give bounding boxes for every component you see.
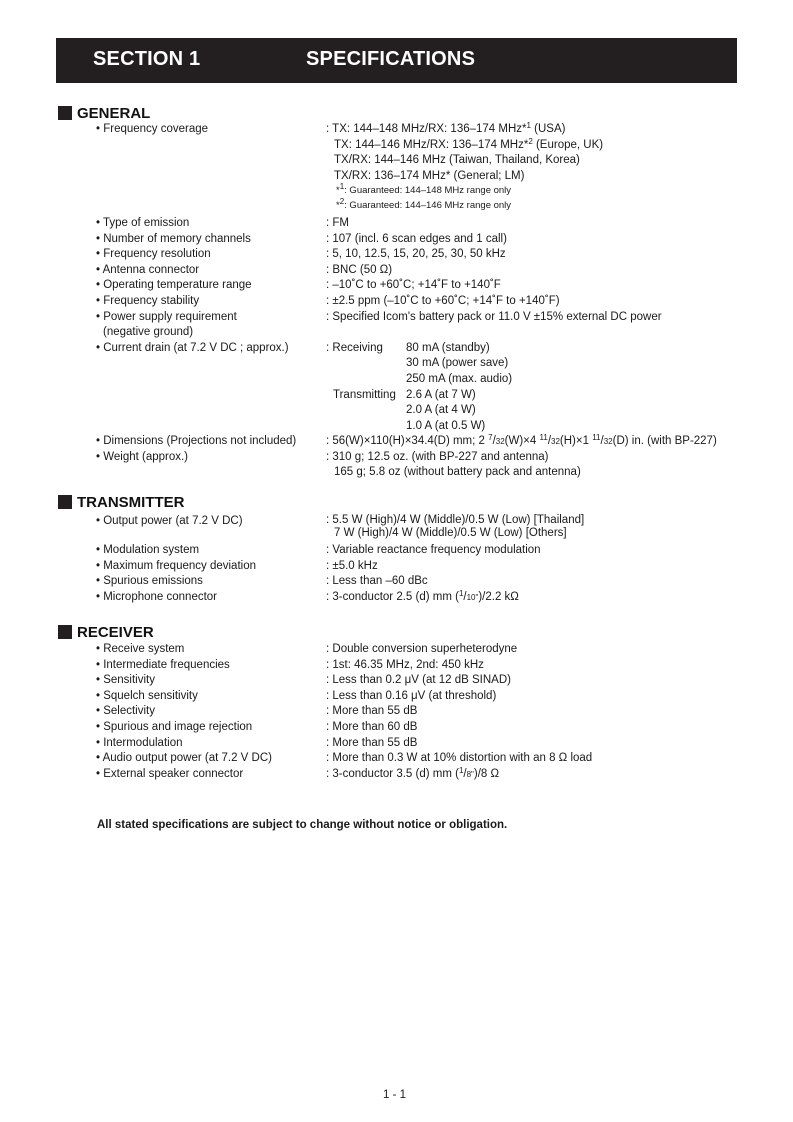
spec-value <box>326 514 584 540</box>
spec-row-weight <box>58 450 717 481</box>
power-label: • Power supply requirement <box>96 310 237 323</box>
spec-label: • Audio output power (at 7.2 V DC) <box>96 752 272 765</box>
spec-row <box>58 658 592 674</box>
spec-value: : Less than 0.2 μV (at 12 dB SINAD) <box>326 674 511 687</box>
freq-line-3: TX/RX: 144–146 MHz (Taiwan, Thailand, Korea) <box>334 154 580 167</box>
transmitter-section <box>58 493 584 605</box>
section-banner <box>56 38 737 83</box>
spec-value: : More than 55 dB <box>326 736 418 749</box>
weight-line-1: : 310 g; 12.5 oz. (with BP-227 and antenna) <box>326 450 549 463</box>
spec-label: • External speaker connector <box>96 767 244 780</box>
freq-line-1: : TX: 144–148 MHz/RX: 136–174 MHz*$^1$ (USA) <box>326 121 566 135</box>
spec-label: • Spurious emissions <box>96 575 203 588</box>
tx-value: 1.0 A (at 0.5 W) <box>406 419 486 432</box>
spec-value: : More than 55 dB <box>326 705 418 718</box>
spec-value: : FM <box>326 216 349 229</box>
spec-label: • Microphone connector <box>96 590 218 603</box>
spec-value: : 56(W)×110(H)×34.4(D) mm; 2 $^7$/32(W)×4 $^{11}$/32(H)×1 $^{11}$/32(D) in. (with BP-227) <box>326 433 717 448</box>
spec-row <box>58 704 592 720</box>
general-section <box>58 104 717 481</box>
spec-label: • Squelch sensitivity <box>96 689 198 702</box>
spec-row-dimensions <box>58 434 717 450</box>
transmitter-heading-text: TRANSMITTER <box>77 493 185 511</box>
freq-note-1: *$^1$: Guaranteed: 144–148 MHz range only <box>336 182 512 197</box>
spec-row <box>58 751 592 767</box>
spec-label: • Weight (approx.) <box>96 450 189 463</box>
spec-label: • Current drain (at 7.2 V DC ; approx.) <box>96 341 289 354</box>
transmitting-label: Transmitting <box>333 388 396 401</box>
spec-label: • Antenna connector <box>96 263 200 276</box>
spec-value: : More than 0.3 W at 10% distortion with an 8 Ω load <box>326 752 593 765</box>
spec-row <box>58 720 592 736</box>
square-bullet-icon <box>58 106 72 120</box>
spec-value: : Specified Icom's battery pack or 11.0 V ±15% external DC power <box>326 310 662 323</box>
freq-line-4: TX/RX: 136–174 MHz* (General; LM) <box>334 169 525 182</box>
page-title: SPECIFICATIONS <box>306 48 476 70</box>
general-heading <box>58 104 717 122</box>
spec-row-frequency-coverage <box>58 122 717 214</box>
spec-label: • Maximum frequency deviation <box>96 559 256 572</box>
spec-label <box>96 310 326 341</box>
tx-value: 2.6 A (at 7 W) <box>406 388 476 401</box>
spec-value: : ±2.5 ppm (–10˚C to +60˚C; +14˚F to +140˚F) <box>326 294 560 307</box>
spec-label: • Modulation system <box>96 544 200 556</box>
spec-row <box>58 736 592 752</box>
transmitter-heading <box>58 493 584 511</box>
spec-label: • Frequency stability <box>96 294 200 307</box>
receiver-heading-text: RECEIVER <box>77 623 154 641</box>
spec-row-speaker <box>58 767 592 783</box>
spec-label: • Frequency coverage <box>96 123 209 135</box>
spec-value: : Less than –60 dBc <box>326 575 428 588</box>
spec-row <box>58 574 584 590</box>
freq-note-2: *$^2$: Guaranteed: 144–146 MHz range only <box>336 197 512 212</box>
spec-row <box>58 543 584 559</box>
spec-label: • Dimensions (Projections not included) <box>96 435 297 448</box>
spec-row <box>58 216 717 232</box>
spec-row <box>58 294 717 310</box>
spec-row <box>58 559 584 575</box>
spec-label: • Frequency resolution <box>96 248 211 261</box>
power-label-2: (negative ground) <box>103 326 194 339</box>
spec-value: : 1st: 46.35 MHz, 2nd: 450 kHz <box>326 658 484 671</box>
spec-row <box>58 263 717 279</box>
spec-label: • Receive system <box>96 643 185 655</box>
spec-row <box>58 247 717 263</box>
spec-value: : –10˚C to +60˚C; +14˚F to +140˚F <box>326 279 501 292</box>
square-bullet-icon <box>58 625 72 639</box>
spec-value: : ±5.0 kHz <box>326 559 378 572</box>
spec-row <box>58 232 717 248</box>
spec-value: : 3-conductor 3.5 (d) mm ($^1$/8")/8 Ω <box>326 765 500 780</box>
spec-row <box>58 689 592 705</box>
output-line-2: 7 W (High)/4 W (Middle)/0.5 W (Low) [Others] <box>334 527 567 539</box>
spec-row-microphone <box>58 590 584 606</box>
spec-value: : Less than 0.16 μV (at threshold) <box>326 689 497 702</box>
tx-value: 2.0 A (at 4 W) <box>406 404 476 417</box>
general-heading-text: GENERAL <box>77 104 151 122</box>
receiving-label: : Receiving <box>326 341 383 354</box>
spec-value <box>326 122 717 214</box>
spec-label: • Spurious and image rejection <box>96 720 253 733</box>
spec-value: : 3-conductor 2.5 (d) mm ($^1$/10")/2.2 kΩ <box>326 588 519 603</box>
rx-value: 80 mA (standby) <box>406 341 490 354</box>
spec-value: : 107 (incl. 6 scan edges and 1 call) <box>326 232 507 245</box>
spec-row <box>58 673 592 689</box>
spec-label: • Output power (at 7.2 V DC) <box>96 515 243 527</box>
spec-value <box>326 450 717 481</box>
weight-line-2: 165 g; 5.8 oz (without battery pack and antenna) <box>334 466 581 479</box>
spec-row-power-supply <box>58 310 717 341</box>
square-bullet-icon <box>58 495 72 509</box>
receiver-heading <box>58 623 592 641</box>
spec-row <box>58 642 592 658</box>
spec-value: : BNC (50 Ω) <box>326 263 393 276</box>
receiver-section <box>58 623 592 782</box>
output-line-1: : 5.5 W (High)/4 W (Middle)/0.5 W (Low) [Thailand] <box>326 514 585 526</box>
spec-label: • Intermodulation <box>96 736 183 749</box>
rx-value: 30 mA (power save) <box>406 357 509 370</box>
spec-value <box>326 341 717 435</box>
spec-label: • Type of emission <box>96 216 190 229</box>
spacer <box>326 325 717 341</box>
spec-label: • Sensitivity <box>96 674 155 687</box>
spec-row-output-power <box>58 514 584 540</box>
spec-label: • Number of memory channels <box>96 232 251 245</box>
spec-row-current-drain <box>58 341 717 435</box>
transmitting-values <box>406 388 717 435</box>
disclaimer: All stated specifications are subject to change without notice or obligation. <box>97 819 508 831</box>
spec-label: • Selectivity <box>96 705 155 718</box>
page-number: 1 - 1 <box>383 1089 407 1101</box>
freq-line-2: TX: 144–146 MHz/RX: 136–174 MHz*$^2$ (Europe, UK) <box>334 136 604 151</box>
spec-label: • Operating temperature range <box>96 279 252 292</box>
rx-value: 250 mA (max. audio) <box>406 372 513 385</box>
spec-value: : Variable reactance frequency modulation <box>326 544 541 556</box>
spec-label: • Intermediate frequencies <box>96 658 230 671</box>
section-number: SECTION 1 <box>93 48 201 70</box>
spec-row <box>58 278 717 294</box>
spec-value: : More than 60 dB <box>326 720 418 733</box>
spec-value: : Double conversion superheterodyne <box>326 643 518 655</box>
receiving-values <box>406 341 717 388</box>
spec-value: : 5, 10, 12.5, 15, 20, 25, 30, 50 kHz <box>326 248 506 261</box>
